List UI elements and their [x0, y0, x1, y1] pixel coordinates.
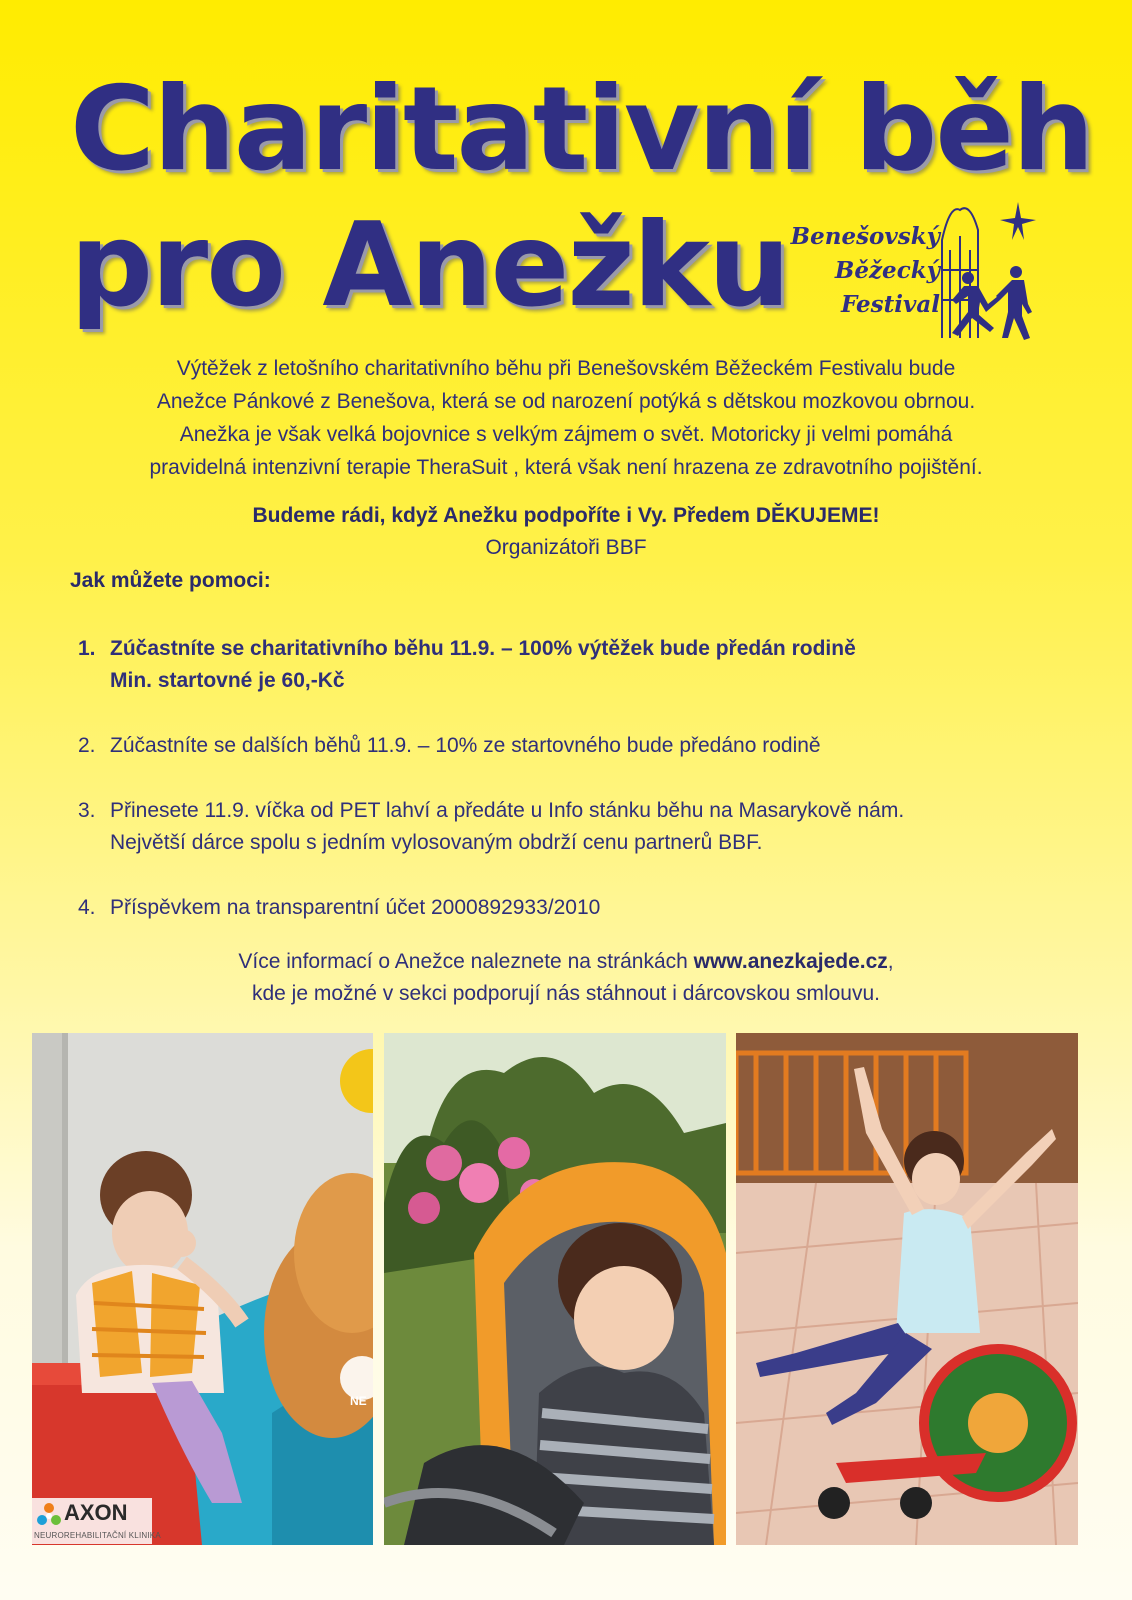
- help-item-3-line-2: Největší dárce spolu s jedním vylosovaným obdrží cenu partnerů BBF.: [110, 831, 763, 854]
- help-item-3-number: 3.: [78, 799, 96, 822]
- more-info-prefix: Více informací o Anežce naleznete na stránkách: [238, 950, 694, 973]
- photo-wheelchair: [736, 1033, 1078, 1545]
- signature: Organizátoři BBF: [485, 536, 647, 559]
- axon-name: AXON: [64, 1500, 128, 1525]
- help-item-4-line-1: Příspěvkem na transparentní účet 2000892933/2010: [110, 896, 601, 919]
- help-item-1-line-2: Min. startovné je 60,-Kč: [110, 669, 345, 692]
- shirt-label: NE: [350, 1394, 367, 1408]
- help-item-3-line-1: Přinesete 11.9. víčka od PET lahví a předáte u Info stánku běhu na Masarykově nám.: [110, 799, 905, 822]
- runners-church-icon: [938, 200, 1038, 342]
- intro-paragraph: [60, 352, 1072, 484]
- intro-line-1: Výtěžek z letošního charitativního běhu při Benešovském Běžeckém Festivalu bude: [176, 357, 956, 380]
- help-item-1-number: 1.: [78, 637, 96, 660]
- help-item-1: [78, 633, 856, 697]
- website-link[interactable]: www.anezkajede.cz: [693, 950, 888, 973]
- help-heading: Jak můžete pomoci:: [70, 569, 271, 592]
- title-line-2: pro Anežku: [70, 198, 789, 333]
- axon-subtitle: NEUROREHABILITAČNÍ KLINIKA: [34, 1531, 161, 1540]
- thanks-line: Budeme rádi, když Anežku podpoříte i Vy. Předem DĚKUJEME!: [252, 504, 880, 527]
- title-line-1: Charitativní běh: [70, 62, 1093, 197]
- help-item-1-line-1: Zúčastníte se charitativního běhu 11.9. – 100% výtěžek bude předán rodině: [110, 637, 856, 660]
- help-item-2: [78, 730, 821, 762]
- thanks-block: [60, 500, 1072, 564]
- intro-line-4: pravidelná intenzivní terapie TheraSuit , která však není hrazena ze zdravotního pojištění.: [149, 456, 983, 479]
- more-info-line-2: kde je možné v sekci podporují nás stáhnout i dárcovskou smlouvu.: [251, 982, 880, 1005]
- help-item-2-number: 2.: [78, 734, 96, 757]
- axon-star-icon: [36, 1502, 62, 1528]
- more-info-line-1: [60, 946, 1072, 978]
- festival-logo-text: [790, 220, 940, 322]
- festival-logo-line-2: Běžecký: [834, 257, 940, 284]
- help-item-4: [78, 892, 600, 924]
- more-info-suffix: ,: [887, 950, 894, 973]
- more-info: [60, 946, 1072, 1010]
- help-item-4-number: 4.: [78, 896, 96, 919]
- help-item-3: [78, 795, 904, 859]
- help-item-2-line-1: Zúčastníte se dalších běhů 11.9. – 10% ze startovného bude předáno rodině: [110, 734, 821, 757]
- intro-line-2: Anežce Pánkové z Benešova, která se od narození potýká s dětskou mozkovou obrnou.: [156, 390, 976, 413]
- festival-logo-line-1: Benešovský: [790, 223, 940, 250]
- axon-logo: [32, 1498, 161, 1544]
- photo-therapy: [32, 1033, 373, 1545]
- festival-logo-line-3: Festival: [840, 291, 940, 318]
- festival-logo: [790, 200, 1050, 350]
- intro-line-3: Anežka je však velká bojovnice s velkým zájmem o svět. Motoricky ji velmi pomáhá: [179, 423, 953, 446]
- photo-stroller: [384, 1033, 726, 1545]
